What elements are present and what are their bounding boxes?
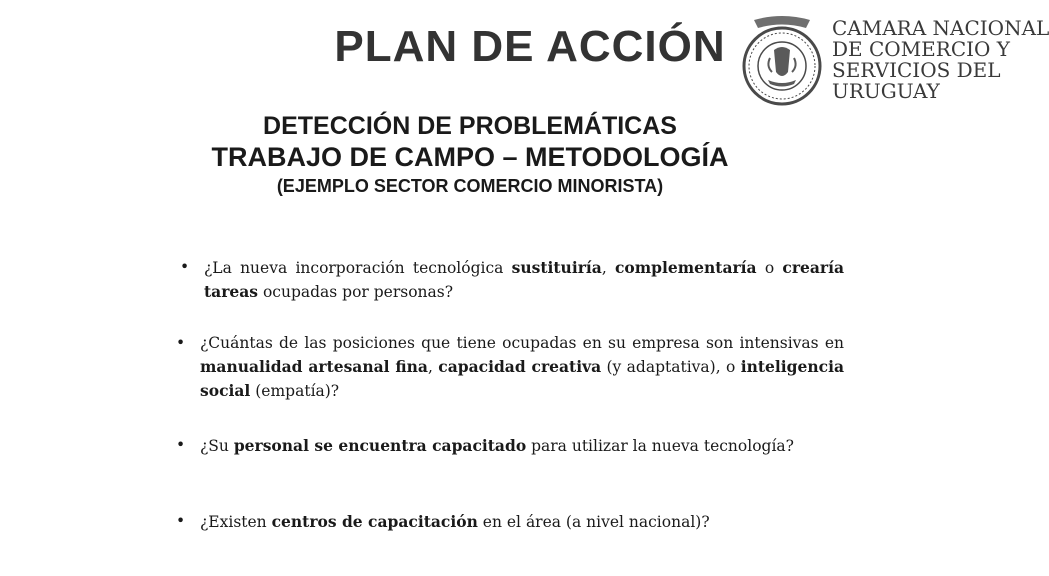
bullet-emphasis: crearía tareas xyxy=(204,258,845,301)
bullet-emphasis: personal se encuentra capacitado xyxy=(233,436,527,455)
list-item xyxy=(176,510,840,534)
bullet-emphasis: inteligencia social xyxy=(200,357,844,400)
bullet-text-part: ¿La nueva incorporación tecnológica xyxy=(204,259,512,277)
bullet-emphasis: centros de capacitación xyxy=(271,512,478,531)
bullet-text-part: , xyxy=(601,259,615,277)
logo-line-3: SERVICIOS DEL xyxy=(832,58,1001,82)
bullet-marker: • xyxy=(176,512,186,530)
bullet-text-part: ¿Cuántas de las posiciones que tiene ocupadas en su empresa son intensivas en xyxy=(200,334,844,352)
bullet-text-part: (y adaptativa), o xyxy=(601,358,741,376)
bullet-text-part: ¿Su xyxy=(200,437,234,455)
bullet-text-part: en el área (a nivel nacional)? xyxy=(477,513,710,531)
bullet-emphasis: complementaría xyxy=(614,258,757,277)
bullet-text xyxy=(200,510,840,534)
bullet-text-part: ¿Existen xyxy=(200,513,272,531)
list-item xyxy=(180,256,844,304)
logo-line-1: CAMARA NACIONAL xyxy=(832,16,1049,40)
list-item xyxy=(176,434,840,458)
chamber-logo xyxy=(740,8,1049,108)
bullet-text-part: , xyxy=(427,358,439,376)
bullet-text xyxy=(200,434,840,458)
bullet-text-part: o xyxy=(756,259,783,277)
bullet-text xyxy=(200,332,844,403)
slide-title: PLAN DE ACCIÓN xyxy=(334,22,726,71)
subtitle-example: (EJEMPLO SECTOR COMERCIO MINORISTA) xyxy=(276,176,664,196)
subtitle-methodology: TRABAJO DE CAMPO – METODOLOGÍA xyxy=(211,142,729,172)
list-item xyxy=(176,332,844,403)
logo-wordmark xyxy=(832,18,1049,102)
subtitle-detection: DETECCIÓN DE PROBLEMÁTICAS xyxy=(263,112,677,140)
bullet-emphasis: capacidad creativa xyxy=(438,357,602,376)
bullet-marker: • xyxy=(176,436,186,454)
bullet-text-part: (empatía)? xyxy=(250,382,340,400)
bullet-emphasis: sustituiría xyxy=(511,258,602,277)
bullet-text xyxy=(204,256,844,304)
bullet-text-part: para utilizar la nueva tecnología? xyxy=(526,437,794,455)
logo-line-4: URUGUAY xyxy=(832,79,940,103)
bullet-text-part: ocupadas por personas? xyxy=(258,283,454,301)
bullet-marker: • xyxy=(176,334,186,352)
seal-icon xyxy=(740,10,824,108)
bullet-emphasis: manualidad artesanal fina xyxy=(200,357,428,376)
logo-line-2: DE COMERCIO Y xyxy=(832,37,1010,61)
bullet-marker: • xyxy=(180,258,190,276)
